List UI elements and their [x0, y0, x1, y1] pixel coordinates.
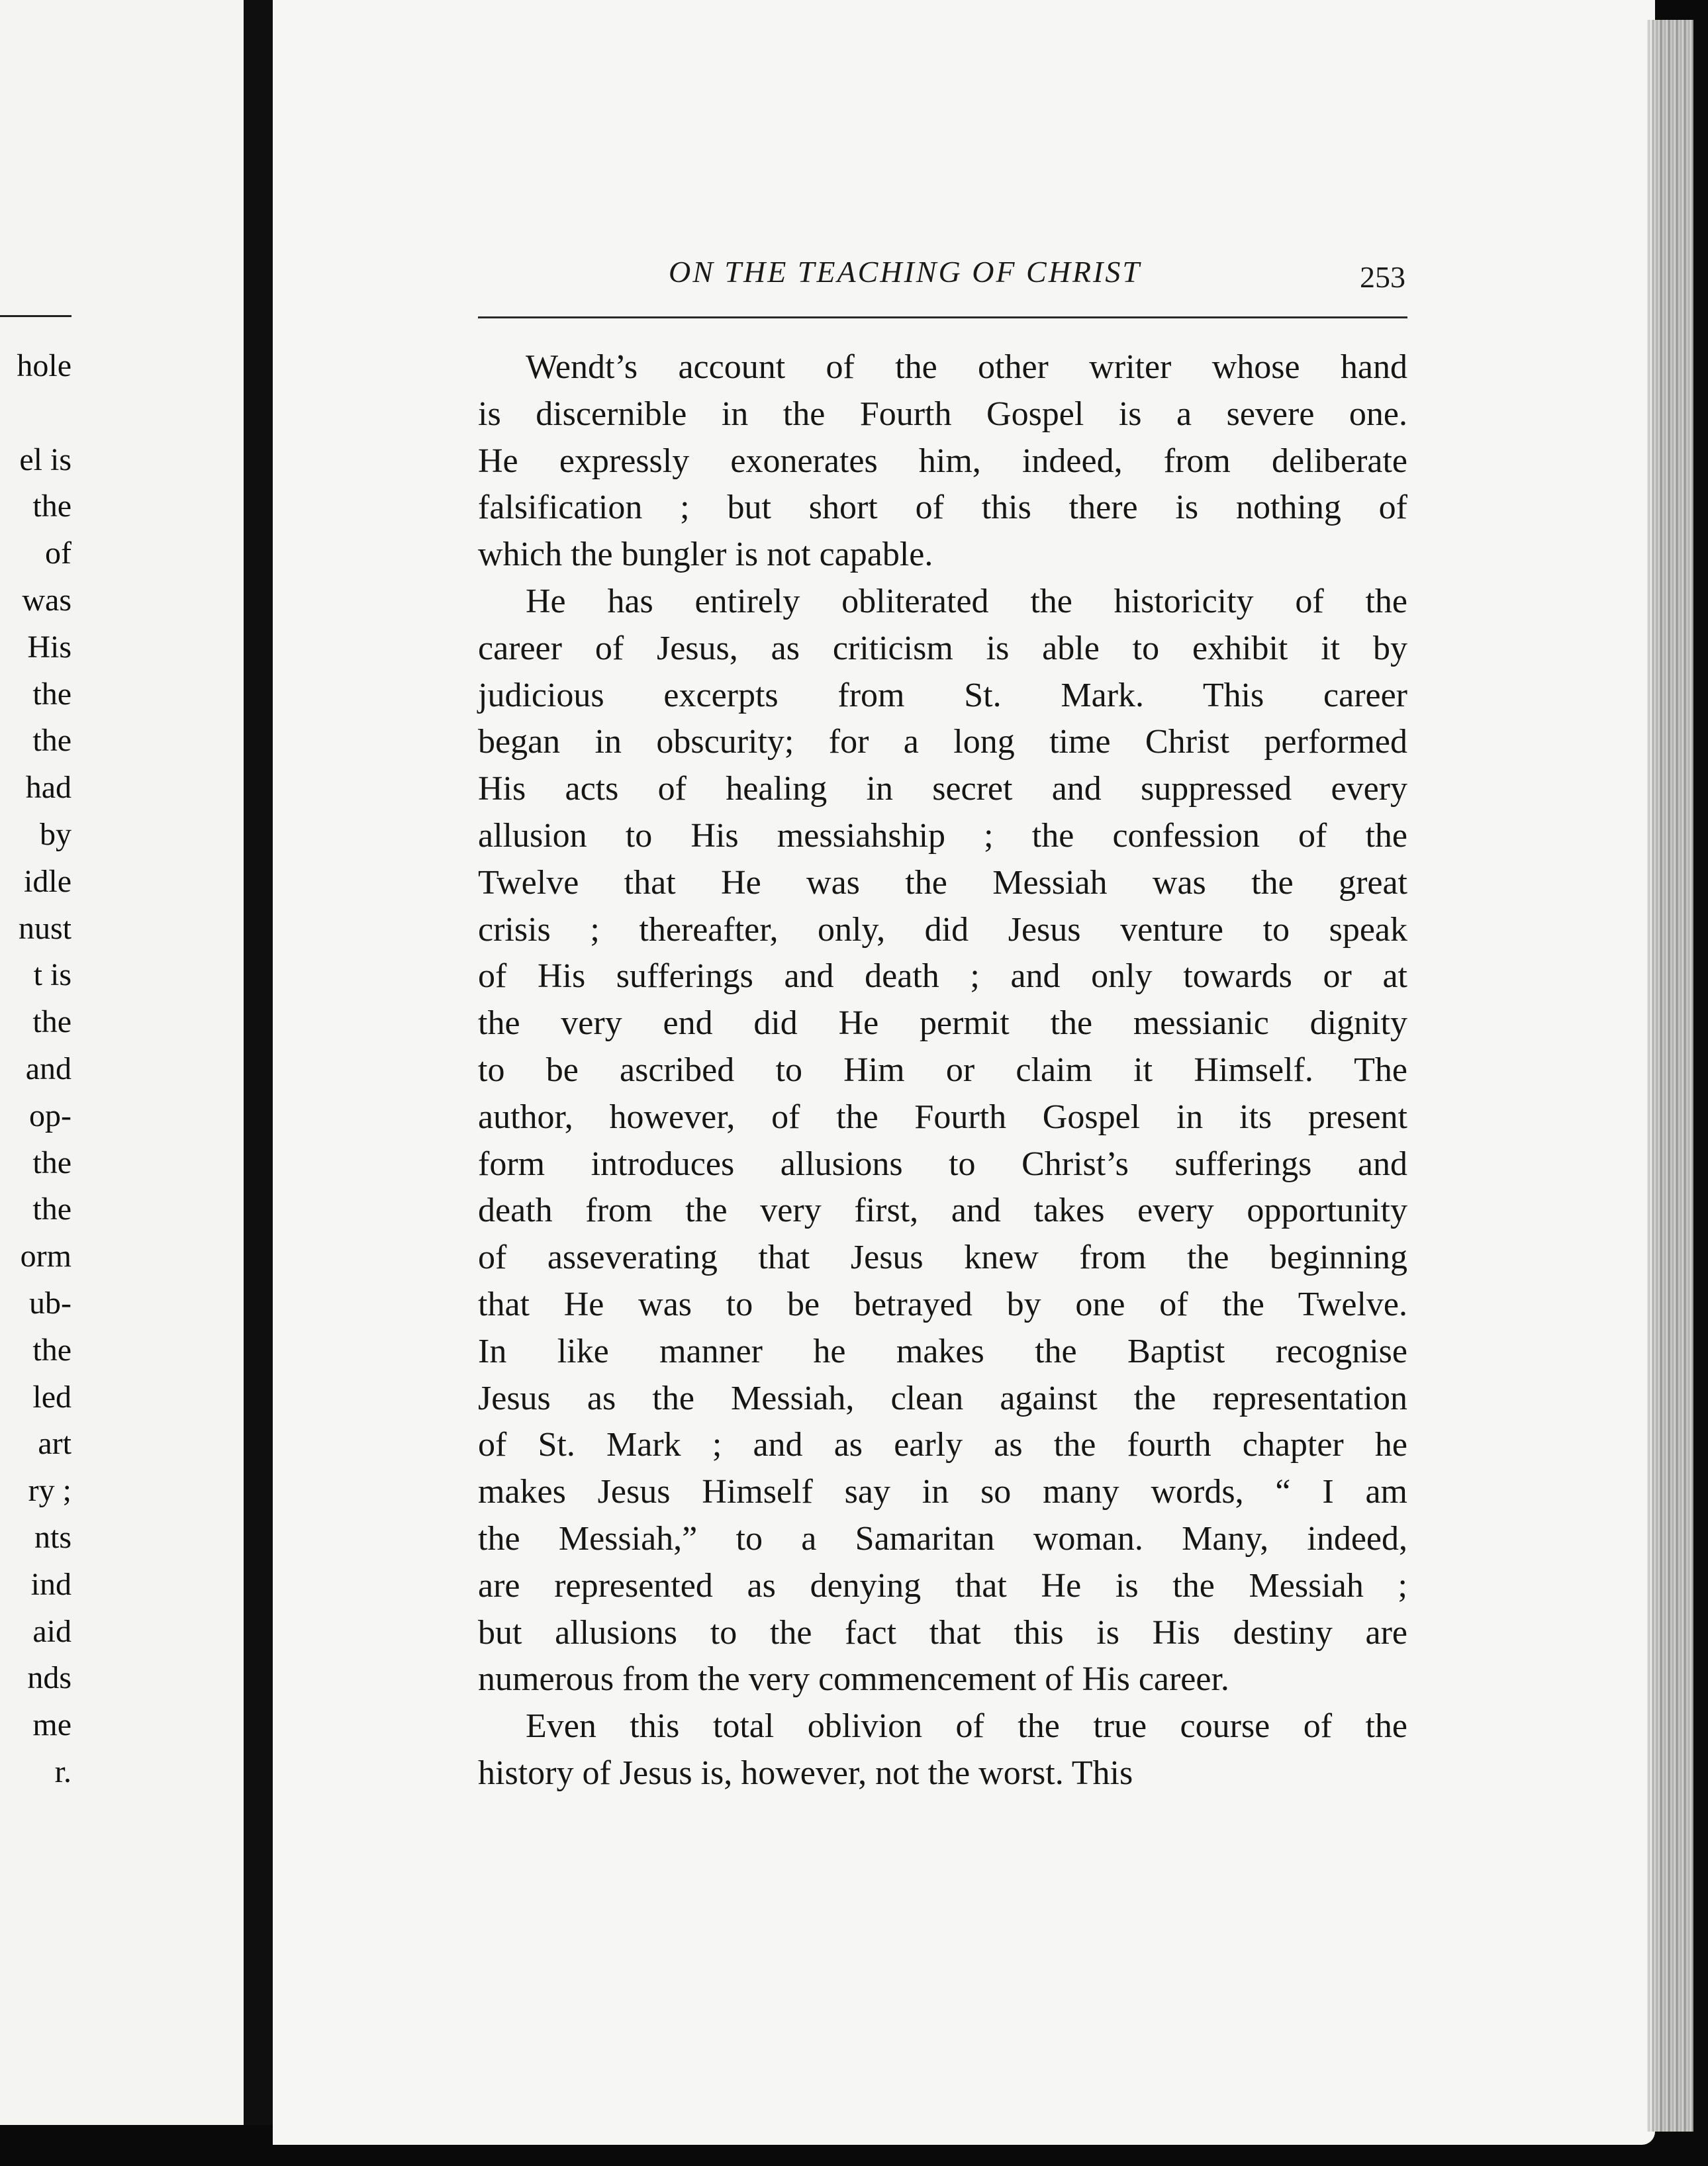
- left-page-fragment: the: [32, 676, 71, 712]
- left-page-fragment: idle: [24, 863, 71, 899]
- text-line: makes Jesus Himself say in so many words, “ I am: [478, 1473, 1407, 1511]
- text-line: He expressly exonerates him, indeed, from deliberate: [478, 442, 1407, 480]
- text-line: the very end did He permit the messianic dignity: [478, 1004, 1407, 1043]
- text-line: Even this total oblivion of the true course of the: [526, 1707, 1407, 1746]
- left-page-fragment: and: [25, 1051, 71, 1086]
- text-line: began in obscurity; for a long time Christ performed: [478, 723, 1407, 761]
- paragraph: [478, 344, 1407, 579]
- text-line: but allusions to the fact that this is His destiny are: [478, 1613, 1407, 1652]
- left-page-fragment: el is: [19, 442, 71, 477]
- page-number: 253: [1360, 260, 1405, 294]
- left-page-fragment: r.: [54, 1754, 71, 1789]
- text-line: career of Jesus, as criticism is able to exhibit it by: [478, 629, 1407, 667]
- paragraph: [478, 579, 1407, 1703]
- left-page-fragment: led: [32, 1379, 71, 1415]
- text-line: author, however, of the Fourth Gospel in its present: [478, 1098, 1407, 1136]
- left-page-fragment: ub-: [29, 1285, 71, 1321]
- left-page-fragment: had: [25, 770, 71, 806]
- left-page-fragment: orm: [20, 1239, 71, 1274]
- text-line: of St. Mark ; and as early as the fourth chapter he: [478, 1426, 1407, 1464]
- text-line: to be ascribed to Him or claim it Himself. The: [478, 1051, 1407, 1089]
- left-page-fragment: [0, 390, 71, 437]
- text-line: the Messiah,” to a Samaritan woman. Many, indeed,: [478, 1519, 1407, 1558]
- text-line: judicious excerpts from St. Mark. This career: [478, 676, 1407, 714]
- left-page-text-fragments: [0, 343, 71, 1796]
- left-page-fragment: t is: [33, 957, 71, 993]
- left-page: [0, 0, 245, 2125]
- text-line: Twelve that He was the Messiah was the great: [478, 863, 1407, 902]
- text-line: form introduces allusions to Christ’s sufferings and: [478, 1145, 1407, 1183]
- left-page-fragment: the: [32, 723, 71, 759]
- left-page-fragment: me: [32, 1707, 71, 1743]
- paragraph: [478, 1703, 1407, 1797]
- left-page-fragment: His: [27, 629, 71, 665]
- left-page-fragment: hole: [17, 348, 71, 383]
- left-page-fragment: the: [32, 1145, 71, 1180]
- left-page-fragment: art: [38, 1426, 71, 1462]
- left-page-fragment: ind: [30, 1566, 71, 1602]
- left-page-fragment: was: [22, 582, 71, 618]
- header-rule: [478, 316, 1407, 318]
- text-line: His acts of healing in secret and suppressed every: [478, 770, 1407, 808]
- left-page-fragment: nts: [34, 1519, 71, 1555]
- left-page-fragment: nust: [18, 910, 71, 946]
- left-page-fragment: the: [32, 1332, 71, 1368]
- text-line: Wendt’s account of the other writer whose hand: [526, 348, 1407, 386]
- book-gutter: [244, 0, 273, 2125]
- text-line: are represented as denying that He is the Messiah ;: [478, 1566, 1407, 1605]
- left-page-fragment: the: [32, 1004, 71, 1040]
- running-head: ON THE TEACHING OF CHRIST: [669, 255, 1141, 289]
- left-page-fragment: nds: [27, 1660, 71, 1696]
- left-page-fragment: ry ;: [28, 1473, 71, 1509]
- text-line: of His sufferings and death ; and only towards or at: [478, 957, 1407, 996]
- left-page-fragment: the: [32, 489, 71, 524]
- text-line: numerous from the very commencement of His career.: [478, 1660, 1229, 1699]
- text-line: that He was to be betrayed by one of the Twelve.: [478, 1285, 1407, 1323]
- text-line: Jesus as the Messiah, clean against the representation: [478, 1379, 1407, 1417]
- text-line: of asseverating that Jesus knew from the beginning: [478, 1239, 1407, 1277]
- left-page-fragment: aid: [32, 1613, 71, 1649]
- left-page-rule: [0, 315, 71, 317]
- text-line: crisis ; thereafter, only, did Jesus venture to speak: [478, 910, 1407, 949]
- text-line: He has entirely obliterated the historicity of the: [526, 582, 1407, 620]
- text-line: which the bungler is not capable.: [478, 536, 933, 574]
- page-edges: [1647, 20, 1693, 2132]
- left-page-fragment: of: [45, 536, 71, 571]
- text-line: death from the very first, and takes every opportunity: [478, 1192, 1407, 1230]
- left-page-fragment: the: [32, 1192, 71, 1227]
- text-line: is discernible in the Fourth Gospel is a severe one.: [478, 395, 1407, 433]
- text-line: In like manner he makes the Baptist recognise: [478, 1332, 1407, 1370]
- text-line: falsification ; but short of this there is nothing of: [478, 489, 1407, 527]
- left-page-fragment: op-: [29, 1098, 71, 1133]
- text-line: history of Jesus is, however, not the worst. This: [478, 1754, 1133, 1792]
- left-page-fragment: by: [40, 816, 71, 852]
- body-text: [478, 344, 1407, 1797]
- text-line: allusion to His messiahship ; the confession of the: [478, 816, 1407, 855]
